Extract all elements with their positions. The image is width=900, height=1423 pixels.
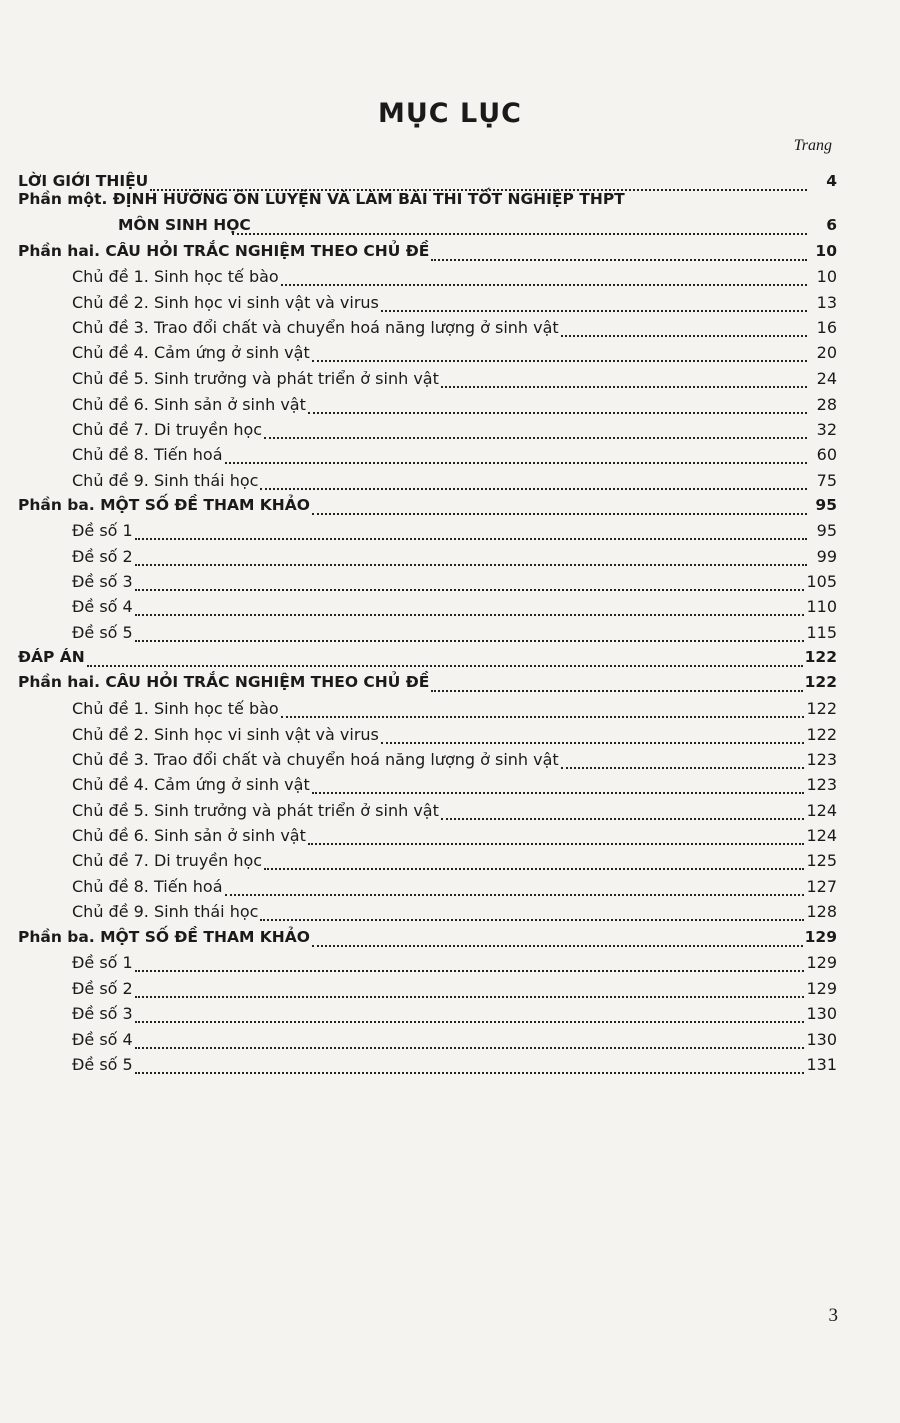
toc-entry-page: 123 — [806, 775, 837, 794]
dot-leader — [312, 945, 803, 947]
toc-entry-label: Đề số 4 — [72, 1030, 133, 1049]
dot-leader — [281, 716, 805, 718]
toc-entry — [72, 1055, 837, 1080]
dot-leader — [312, 792, 805, 794]
toc-entry — [18, 190, 837, 215]
toc-entry-page: 110 — [806, 597, 837, 616]
page-title: MỤC LỤC — [378, 98, 522, 129]
toc-entry-page: 125 — [806, 851, 837, 870]
toc-entry-label: Chủ đề 9. Sinh thái học — [72, 902, 259, 921]
toc-entry-label: Chủ đề 9. Sinh thái học — [72, 471, 259, 490]
page-column-header: Trang — [793, 137, 832, 154]
toc-entry — [72, 953, 837, 978]
toc-entry-page: 115 — [806, 623, 837, 642]
toc-entry-page: 131 — [806, 1055, 837, 1074]
toc-entry-label: Phần một. ĐỊNH HƯỚNG ÔN LUYỆN VÀ LÀM BÀI THI TỐT NGHIỆP THPT — [18, 190, 625, 208]
toc-entry-page: 24 — [816, 369, 837, 388]
toc-entry — [18, 496, 837, 521]
dot-leader — [135, 614, 805, 616]
dot-leader — [312, 360, 807, 362]
dot-leader — [441, 818, 805, 820]
dot-leader — [135, 589, 805, 591]
toc-entry — [72, 979, 837, 1004]
toc-entry-label: LỜI GIỚI THIỆU — [18, 172, 149, 190]
toc-entry-page: 4 — [826, 172, 837, 190]
dot-leader — [260, 919, 804, 921]
dot-leader — [381, 742, 805, 744]
toc-entry-page: 122 — [804, 648, 837, 666]
toc-entry — [72, 521, 837, 546]
toc-entry — [72, 395, 837, 420]
toc-entry-page: 123 — [806, 750, 837, 769]
toc-entry-page: 6 — [826, 216, 837, 234]
toc-entry-label: Chủ đề 4. Cảm ứng ở sinh vật — [72, 775, 310, 794]
dot-leader — [264, 868, 804, 870]
toc-entry-page: 60 — [816, 445, 837, 464]
toc-entry — [72, 851, 837, 876]
toc-entry-page: 124 — [806, 801, 837, 820]
dot-leader — [135, 640, 805, 642]
toc-entry-page: 129 — [804, 928, 837, 946]
toc-entry — [72, 1030, 837, 1055]
toc-entry-label: Chủ đề 2. Sinh học vi sinh vật và virus — [72, 725, 379, 744]
dot-leader — [135, 1072, 805, 1074]
toc-entry-label: Đề số 4 — [72, 597, 133, 616]
toc-entry-label: Chủ đề 6. Sinh sản ở sinh vật — [72, 395, 306, 414]
toc-entry — [72, 877, 837, 902]
toc-entry-label: Chủ đề 1. Sinh học tế bào — [72, 267, 279, 286]
dot-leader — [381, 310, 807, 312]
toc-entry-page: 130 — [806, 1004, 837, 1023]
toc-entry — [72, 471, 837, 496]
toc-entry-page: 95 — [816, 521, 837, 540]
toc-entry — [72, 547, 837, 572]
toc-entry — [72, 699, 837, 724]
toc-entry-page: 10 — [816, 267, 837, 286]
toc-entry — [18, 648, 837, 673]
toc-entry — [72, 343, 837, 368]
toc-entry — [72, 318, 837, 343]
dot-leader — [312, 513, 807, 515]
dot-leader — [135, 1021, 805, 1023]
toc-entry-label: Chủ đề 8. Tiến hoá — [72, 877, 223, 896]
page-number: 3 — [828, 1305, 838, 1326]
dot-leader — [431, 259, 807, 261]
toc-entry-label: ĐÁP ÁN — [18, 648, 85, 666]
toc-entry-label: Đề số 5 — [72, 1055, 133, 1074]
toc-entry — [72, 1004, 837, 1029]
toc-entry — [72, 623, 837, 648]
toc-entry-page: 10 — [815, 242, 837, 260]
toc-entry — [72, 775, 837, 800]
toc-entry — [72, 597, 837, 622]
toc-entry-label: Phần ba. MỘT SỐ ĐỀ THAM KHẢO — [18, 928, 310, 946]
toc-entry-label: Đề số 1 — [72, 521, 133, 540]
dot-leader — [225, 462, 807, 464]
toc-entry-page: 129 — [806, 953, 837, 972]
toc-entry-label: Chủ đề 1. Sinh học tế bào — [72, 699, 279, 718]
dot-leader — [264, 437, 807, 439]
toc-entry-page: 124 — [806, 826, 837, 845]
toc-entry-label: Chủ đề 8. Tiến hoá — [72, 445, 223, 464]
dot-leader — [561, 767, 805, 769]
dot-leader — [232, 233, 807, 235]
toc-entry-page: 75 — [816, 471, 837, 490]
toc-entry-label: Chủ đề 7. Di truyền học — [72, 851, 263, 870]
toc-entry — [72, 826, 837, 851]
toc-entry-page: 16 — [816, 318, 837, 337]
toc-entry-page: 32 — [816, 420, 837, 439]
toc-entry-page: 99 — [816, 547, 837, 566]
toc-entry-label: Đề số 2 — [72, 979, 133, 998]
toc-entry-label: Đề số 2 — [72, 547, 133, 566]
toc-entry-label: Đề số 3 — [72, 572, 133, 591]
toc-entry — [72, 369, 837, 394]
dot-leader — [441, 386, 807, 388]
toc-entry — [72, 750, 837, 775]
toc-entry-page: 127 — [806, 877, 837, 896]
toc-entry-page: 95 — [815, 496, 837, 514]
toc-entry — [72, 293, 837, 318]
dot-leader — [308, 412, 807, 414]
dot-leader — [260, 488, 807, 490]
dot-leader — [135, 996, 805, 998]
dot-leader — [281, 284, 807, 286]
toc-entry-label: Chủ đề 3. Trao đổi chất và chuyển hoá năng lượng ở sinh vật — [72, 750, 559, 769]
toc-entry-page: 129 — [806, 979, 837, 998]
dot-leader — [135, 564, 807, 566]
toc-entry-page: 122 — [806, 699, 837, 718]
toc-entry-label: Đề số 5 — [72, 623, 133, 642]
toc-entry-page: 28 — [816, 395, 837, 414]
dot-leader — [135, 970, 805, 972]
toc-entry-label: Chủ đề 5. Sinh trưởng và phát triển ở sinh vật — [72, 369, 439, 388]
dot-leader — [135, 1047, 805, 1049]
toc-entry-continuation — [230, 216, 837, 241]
toc-entry-label: Chủ đề 3. Trao đổi chất và chuyển hoá năng lượng ở sinh vật — [72, 318, 559, 337]
toc-entry-page: 20 — [816, 343, 837, 362]
toc-entry-label: Chủ đề 6. Sinh sản ở sinh vật — [72, 826, 306, 845]
toc-entry — [72, 572, 837, 597]
toc-entry — [72, 445, 837, 470]
toc-entry-label: Chủ đề 2. Sinh học vi sinh vật và virus — [72, 293, 379, 312]
toc-entry — [72, 801, 837, 826]
dot-leader — [561, 335, 807, 337]
toc-entry — [72, 420, 837, 445]
toc-entry — [18, 242, 837, 267]
dot-leader — [308, 843, 805, 845]
dot-leader — [135, 538, 807, 540]
toc-entry-label: Phần ba. MỘT SỐ ĐỀ THAM KHẢO — [18, 496, 310, 514]
dot-leader — [431, 690, 802, 692]
toc-entry-label: Phần hai. CÂU HỎI TRẮC NGHIỆM THEO CHỦ ĐỀ — [18, 242, 430, 260]
toc-entry — [72, 902, 837, 927]
toc-entry-label: Đề số 3 — [72, 1004, 133, 1023]
toc-entry — [72, 725, 837, 750]
dot-leader — [225, 894, 805, 896]
part-one-subtitle: MÔN SINH HỌC — [118, 216, 251, 234]
toc-entry-page: 13 — [816, 293, 837, 312]
toc-entry-page: 122 — [806, 725, 837, 744]
toc-entry — [18, 673, 837, 698]
toc-entry — [72, 267, 837, 292]
toc-entry-label: Chủ đề 5. Sinh trưởng và phát triển ở sinh vật — [72, 801, 439, 820]
toc-entry-label: Chủ đề 4. Cảm ứng ở sinh vật — [72, 343, 310, 362]
toc-entry-page: 122 — [804, 673, 837, 691]
toc-entry — [18, 928, 837, 953]
toc-entry-page: 130 — [806, 1030, 837, 1049]
dot-leader — [87, 665, 803, 667]
toc-entry-page: 128 — [806, 902, 837, 921]
toc-entry-label: Chủ đề 7. Di truyền học — [72, 420, 263, 439]
toc-entry-page: 105 — [806, 572, 837, 591]
toc-entry-label: Phần hai. CÂU HỎI TRẮC NGHIỆM THEO CHỦ ĐỀ — [18, 673, 430, 691]
toc-entry-label: Đề số 1 — [72, 953, 133, 972]
